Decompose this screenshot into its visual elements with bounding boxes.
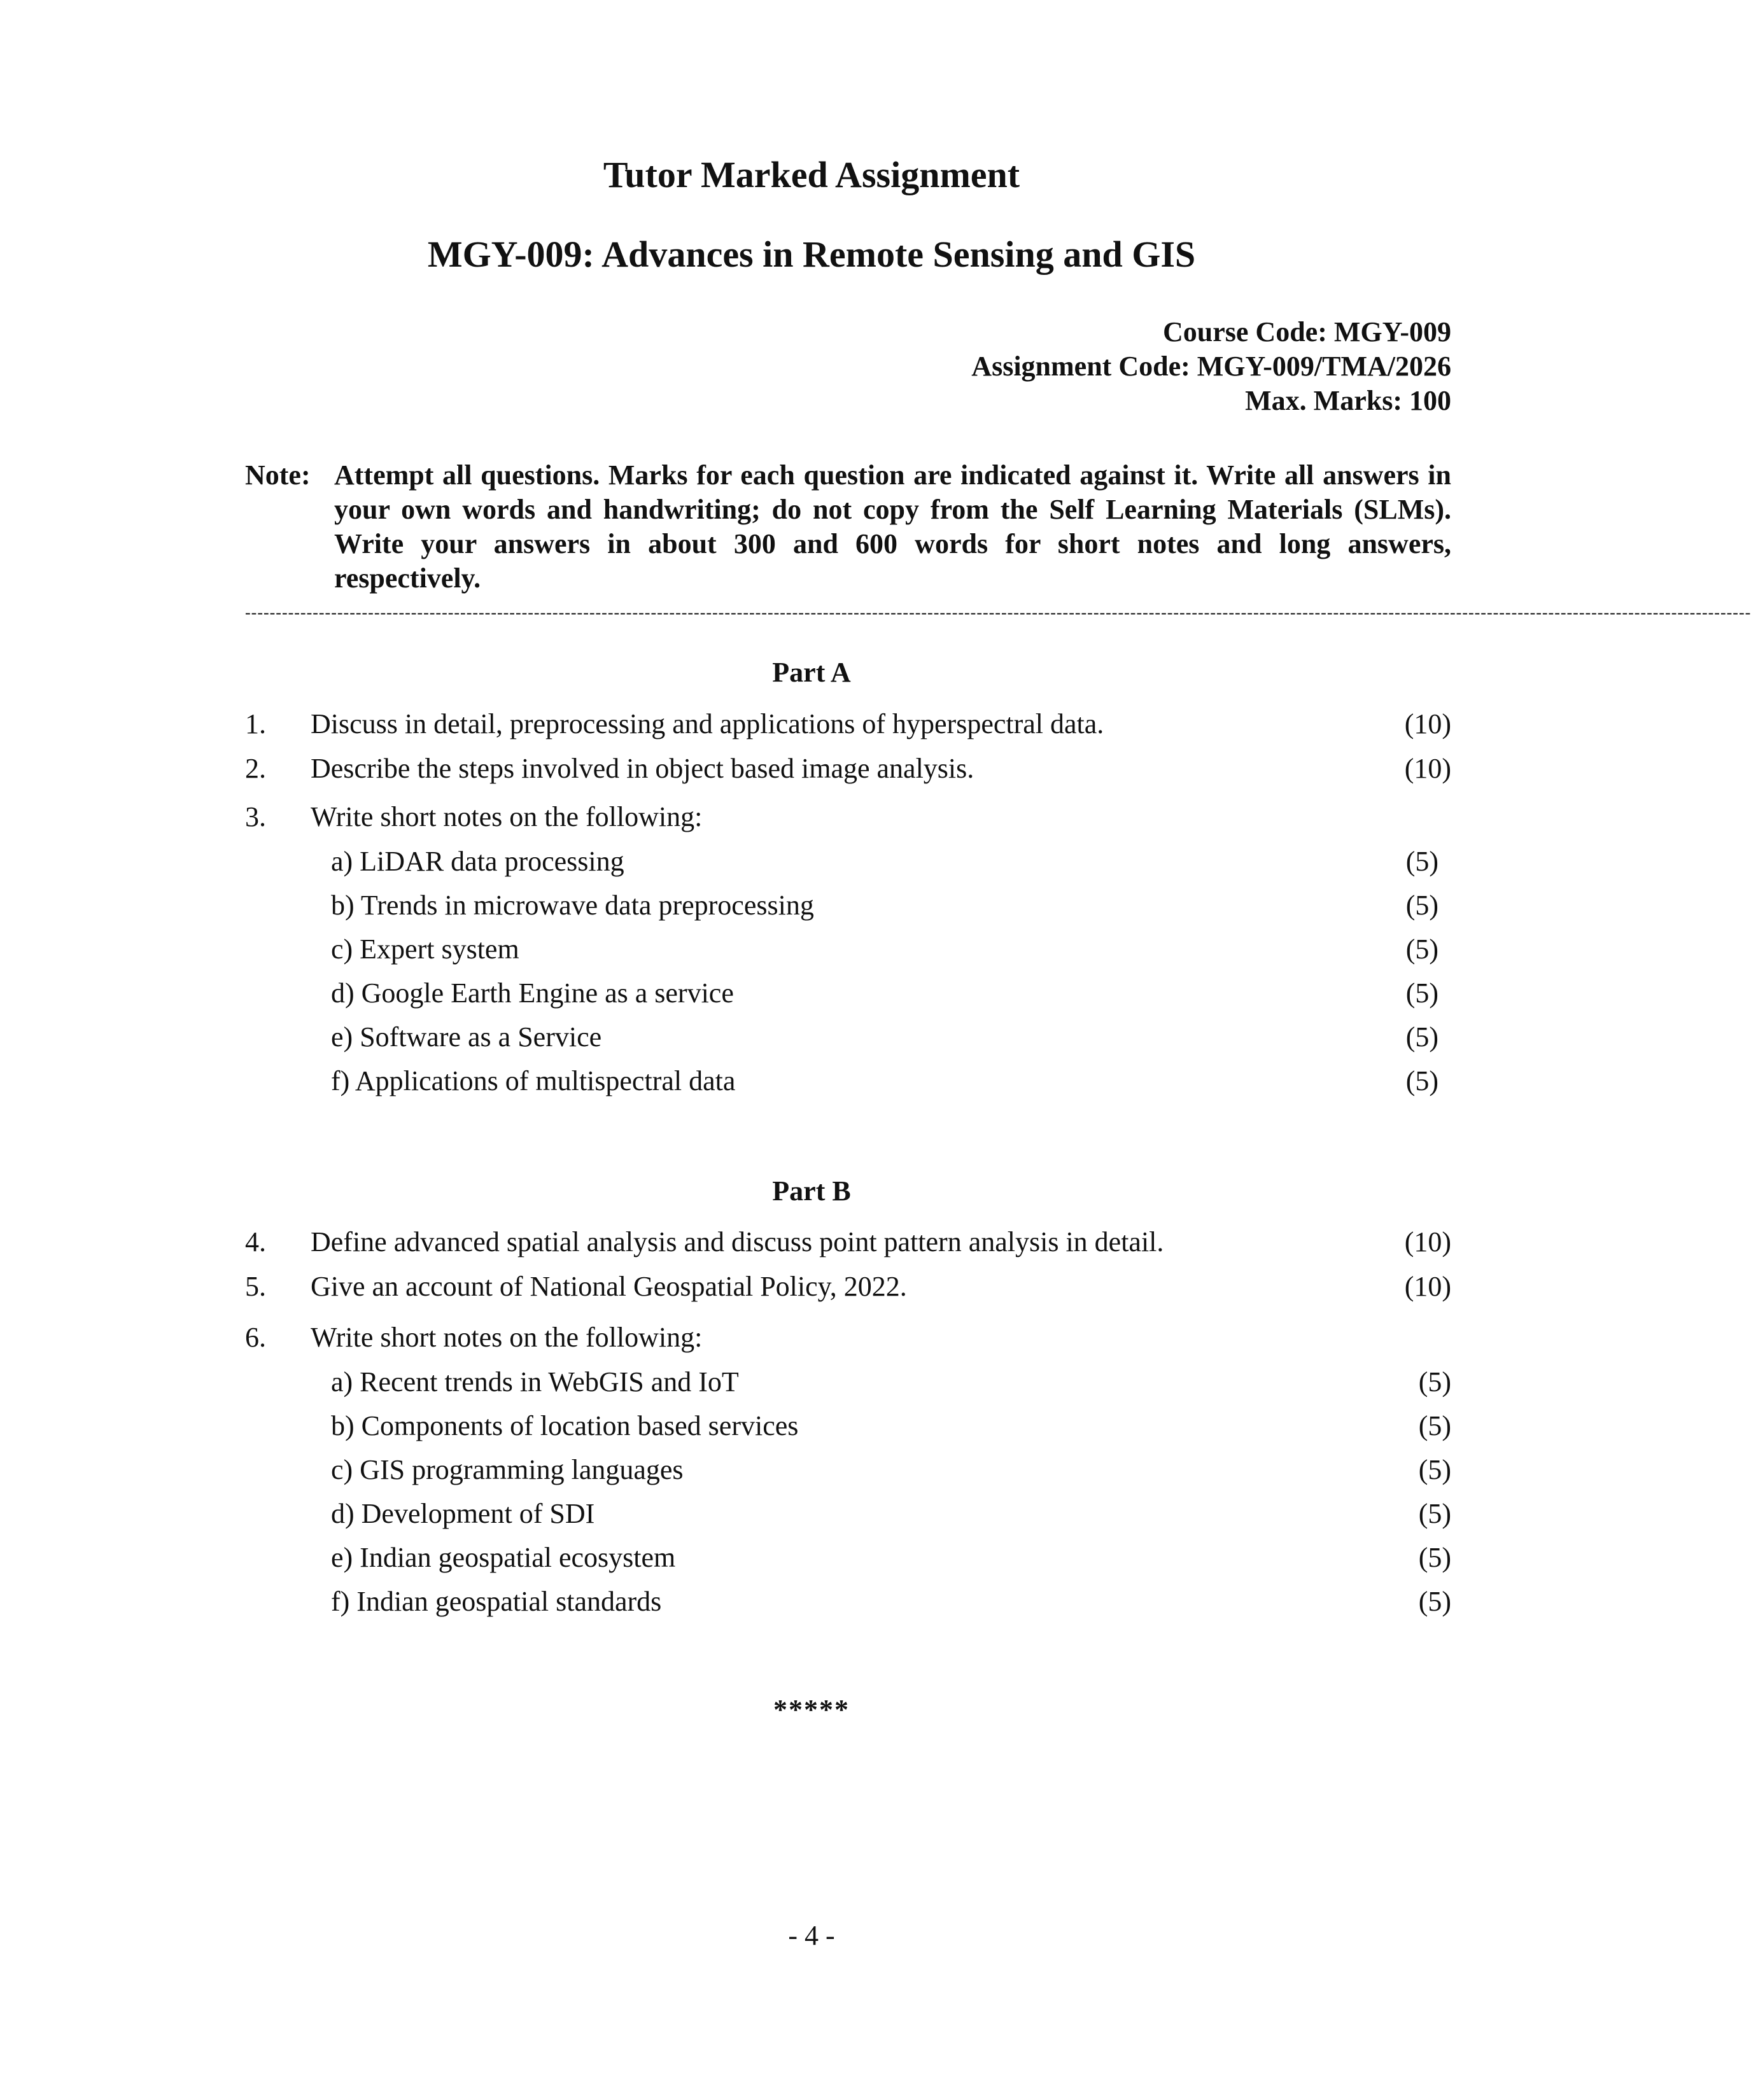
sub-question-marks: (5) — [1418, 1366, 1451, 1397]
sub-question-marks: (5) — [1405, 934, 1438, 965]
dashed-separator: ----------------------------------------------------------------------------------------------------------------------------------------------------------------------------------------------------------------------------------------------------- — [245, 603, 1751, 622]
sub-question-marks: (5) — [1418, 1542, 1451, 1573]
question-6 — [245, 1319, 1451, 1357]
note-label: Note: — [245, 459, 311, 491]
end-marker-stars: ***** — [773, 1694, 850, 1725]
question-number: 2. — [245, 753, 266, 784]
question-marks: (10) — [1404, 1226, 1451, 1257]
sub-question-marks: (5) — [1418, 1498, 1451, 1529]
part-a-heading: Part A — [772, 657, 851, 688]
sub-question-3f — [331, 1062, 1438, 1100]
sub-question-text: c) Expert system — [331, 934, 519, 965]
sub-question-6a — [331, 1363, 1451, 1401]
document-title: Tutor Marked Assignment — [603, 154, 1020, 195]
sub-question-3e — [331, 1018, 1438, 1056]
sub-question-marks: (5) — [1405, 977, 1438, 1009]
question-text: Discuss in detail, preprocessing and applications of hyperspectral data. — [311, 708, 1104, 739]
sub-question-text: f) Applications of multispectral data — [331, 1065, 736, 1096]
sub-question-text: e) Software as a Service — [331, 1021, 602, 1053]
sub-question-6d — [331, 1495, 1451, 1533]
sub-question-6b — [331, 1407, 1451, 1445]
sub-question-3b — [331, 886, 1438, 925]
sub-question-text: b) Components of location based services — [331, 1410, 799, 1441]
sub-question-marks: (5) — [1418, 1586, 1451, 1617]
question-text: Give an account of National Geospatial Policy, 2022. — [311, 1271, 907, 1302]
question-marks: (10) — [1404, 1271, 1451, 1302]
question-number: 1. — [245, 708, 266, 739]
part-b-heading: Part B — [772, 1175, 851, 1207]
sub-question-marks: (5) — [1405, 846, 1438, 877]
question-text: Define advanced spatial analysis and discuss point pattern analysis in detail. — [311, 1226, 1164, 1257]
note-text: Attempt all questions. Marks for each question are indicated against it. Write all answers in your own words and handwriting; do not copy from the Self Learning Materials (SLMs). Write your answers in about 300 and 600 words for short notes and long answers, respectively. — [334, 459, 1451, 594]
question-number: 3. — [245, 801, 266, 832]
question-4 — [245, 1223, 1451, 1261]
course-title: MGY-009: Advances in Remote Sensing and GIS — [427, 234, 1196, 275]
question-text: Write short notes on the following: — [311, 1322, 703, 1353]
sub-question-3d — [331, 974, 1438, 1012]
question-2 — [245, 750, 1451, 788]
sub-question-3c — [331, 930, 1438, 969]
question-marks: (10) — [1404, 708, 1451, 739]
question-number: 5. — [245, 1271, 266, 1302]
sub-question-marks: (5) — [1405, 1021, 1438, 1053]
sub-question-text: a) LiDAR data processing — [331, 846, 624, 877]
sub-question-marks: (5) — [1405, 890, 1438, 921]
sub-question-text: f) Indian geospatial standards — [331, 1586, 662, 1617]
question-number: 4. — [245, 1226, 266, 1257]
course-code: Course Code: MGY-009 — [1163, 316, 1451, 347]
sub-question-text: a) Recent trends in WebGIS and IoT — [331, 1366, 739, 1397]
sub-question-marks: (5) — [1405, 1065, 1438, 1096]
page-number: - 4 - — [788, 1920, 835, 1951]
sub-question-marks: (5) — [1418, 1410, 1451, 1441]
assignment-code: Assignment Code: MGY-009/TMA/2026 — [971, 351, 1451, 382]
sub-question-6c — [331, 1451, 1451, 1489]
instructions-note — [245, 458, 1451, 596]
question-number: 6. — [245, 1322, 266, 1353]
sub-question-marks: (5) — [1418, 1454, 1451, 1485]
sub-question-6e — [331, 1539, 1451, 1577]
question-5 — [245, 1268, 1451, 1306]
question-3 — [245, 798, 1451, 836]
sub-question-text: b) Trends in microwave data preprocessing — [331, 890, 814, 921]
sub-question-text: d) Google Earth Engine as a service — [331, 977, 734, 1009]
max-marks: Max. Marks: 100 — [1245, 385, 1451, 416]
sub-question-text: c) GIS programming languages — [331, 1454, 684, 1485]
sub-question-text: d) Development of SDI — [331, 1498, 595, 1529]
question-text: Describe the steps involved in object based image analysis. — [311, 753, 974, 784]
sub-question-text: e) Indian geospatial ecosystem — [331, 1542, 676, 1573]
question-text: Write short notes on the following: — [311, 801, 703, 832]
sub-question-3a — [331, 843, 1438, 881]
sub-question-6f — [331, 1583, 1451, 1621]
question-1 — [245, 705, 1451, 743]
question-marks: (10) — [1404, 753, 1451, 784]
